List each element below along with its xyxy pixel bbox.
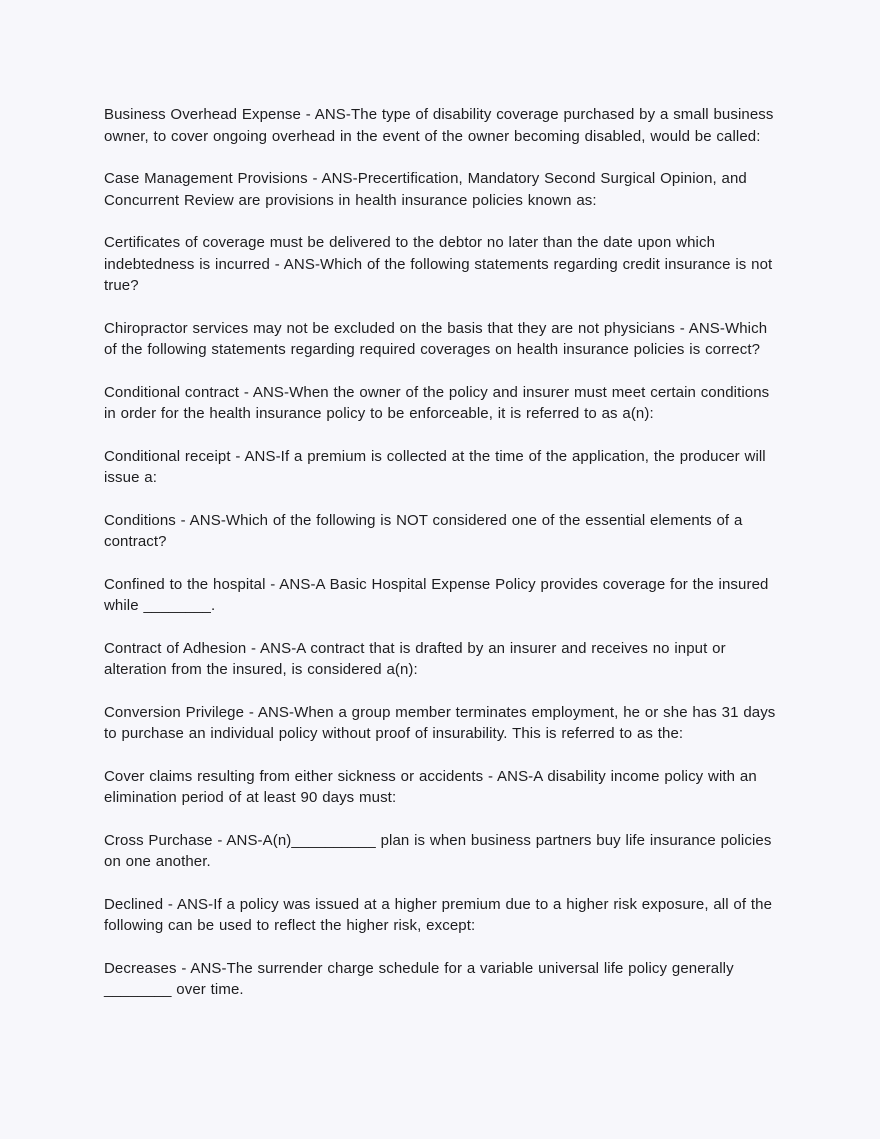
qa-paragraph: Conditional receipt - ANS-If a premium is collected at the time of the application, the producer will issue a: bbox=[104, 447, 766, 486]
qa-paragraph: Cover claims resulting from either sickness or accidents - ANS-A disability income policy with an elimination period of at least 90 days must: bbox=[104, 767, 757, 806]
document-text-body bbox=[104, 104, 780, 1001]
qa-paragraph: Confined to the hospital - ANS-A Basic Hospital Expense Policy provides coverage for the insured while ________. bbox=[104, 575, 769, 614]
qa-paragraph: Certificates of coverage must be delivered to the debtor no later than the date upon which indebtedness is incurred - ANS-Which of the following statements regarding credit insurance is not true? bbox=[104, 234, 773, 294]
qa-paragraph: Declined - ANS-If a policy was issued at a higher premium due to a higher risk exposure, all of the following can be used to reflect the higher risk, except: bbox=[104, 895, 773, 934]
qa-paragraph: Conditional contract - ANS-When the owner of the policy and insurer must meet certain conditions in order for the health insurance policy to be enforceable, it is referred to as a(n): bbox=[104, 383, 770, 422]
qa-paragraph: Business Overhead Expense - ANS-The type of disability coverage purchased by a small business owner, to cover ongoing overhead in the event of the owner becoming disabled, would be called: bbox=[104, 106, 774, 145]
qa-paragraph: Decreases - ANS-The surrender charge schedule for a variable universal life policy generally ________ over time. bbox=[104, 959, 734, 998]
qa-paragraph: Contract of Adhesion - ANS-A contract that is drafted by an insurer and receives no input or alteration from the insured, is considered a(n): bbox=[104, 639, 726, 678]
qa-paragraph: Case Management Provisions - ANS-Precertification, Mandatory Second Surgical Opinion, and Concurrent Review are provisions in health insurance policies known as: bbox=[104, 170, 747, 209]
qa-paragraph: Conditions - ANS-Which of the following is NOT considered one of the essential elements of a contract? bbox=[104, 511, 743, 550]
qa-paragraph: Conversion Privilege - ANS-When a group member terminates employment, he or she has 31 days to purchase an individual policy without proof of insurability. This is referred to as the: bbox=[104, 703, 776, 742]
qa-paragraph: Chiropractor services may not be excluded on the basis that they are not physicians - ANS-Which of the following statements regarding required coverages on health insurance policies is correct? bbox=[104, 319, 768, 358]
qa-paragraph: Cross Purchase - ANS-A(n)__________ plan is when business partners buy life insurance policies on one another. bbox=[104, 831, 772, 870]
